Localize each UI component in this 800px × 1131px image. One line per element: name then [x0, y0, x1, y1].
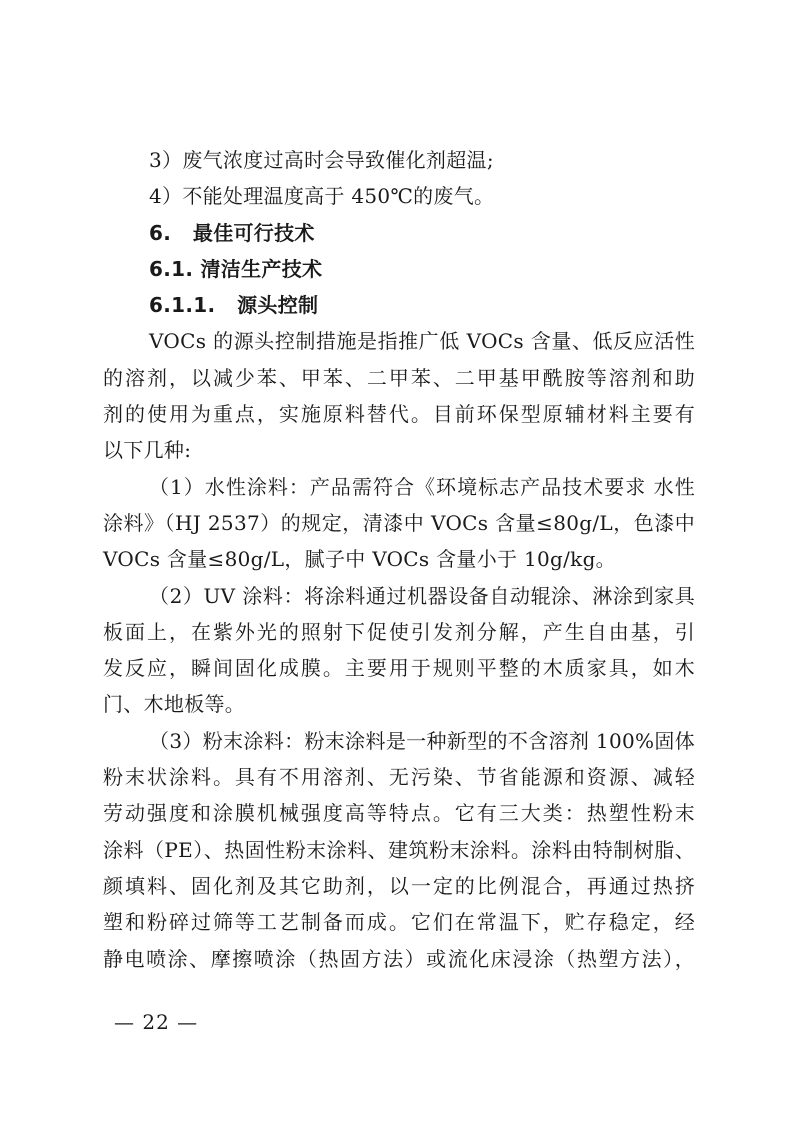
paragraph-line: 涂料》（HJ 2537）的规定，清漆中 VOCs 含量≤80g/L，色漆中: [103, 510, 695, 535]
paragraph-line: 涂料（PE）、热固性粉末涂料、建筑粉末涂料。涂料由特制树脂、: [103, 837, 695, 862]
paragraph-line: VOCs 的源头控制措施是指推广低 VOCs 含量、低反应活性: [149, 329, 695, 354]
paragraph-line: 剂的使用为重点，实施原料替代。目前环保型原辅材料主要有: [103, 402, 695, 427]
paragraph-line: 板面上，在紫外光的照射下促使引发剂分解，产生自由基，引: [103, 619, 695, 644]
paragraph-line: （1）水性涂料：产品需符合《环境标志产品技术要求 水性: [149, 474, 695, 499]
paragraph-line: 粉末状涂料。具有不用溶剂、无污染、节省能源和资源、减轻: [103, 765, 695, 790]
paragraph-line: （3）粉末涂料：粉末涂料是一种新型的不含溶剂 100%固体: [149, 728, 695, 753]
paragraph-line: 的溶剂，以减少苯、甲苯、二甲苯、二甲基甲酰胺等溶剂和助: [103, 365, 695, 390]
list-item-4: 4）不能处理温度高于 450℃的废气。: [149, 184, 495, 209]
paragraph-line: 颜填料、固化剂及其它助剂，以一定的比例混合，再通过热挤: [103, 873, 695, 898]
section-heading-6: 6. 最佳可行技术: [149, 220, 315, 245]
body-text: [103, 142, 695, 977]
paragraph-line: 以下几种:: [103, 438, 192, 463]
page-number: — 22 —: [114, 1010, 199, 1034]
paragraph-line: VOCs 含量≤80g/L，腻子中 VOCs 含量小于 10g/kg。: [103, 547, 616, 572]
section-heading-6-1: 6.1. 清洁生产技术: [149, 256, 323, 281]
paragraph-line: 静电喷涂、摩擦喷涂（热固方法）或流化床浸涂（热塑方法），: [103, 946, 695, 971]
paragraph-line: 发反应，瞬间固化成膜。主要用于规则平整的木质家具，如木: [103, 656, 695, 681]
paragraph-line: （2）UV 涂料：将涂料通过机器设备自动辊涂、淋涂到家具: [149, 583, 695, 608]
paragraph-line: 门、木地板等。: [103, 692, 246, 717]
paragraph-line: 劳动强度和涂膜机械强度高等特点。它有三大类：热塑性粉末: [103, 801, 695, 826]
paragraph-line: 塑和粉碎过筛等工艺制备而成。它们在常温下，贮存稳定，经: [103, 910, 695, 935]
list-item-3: 3）废气浓度过高时会导致催化剂超温;: [149, 148, 494, 172]
section-heading-6-1-1: 6.1.1. 源头控制: [149, 293, 319, 318]
